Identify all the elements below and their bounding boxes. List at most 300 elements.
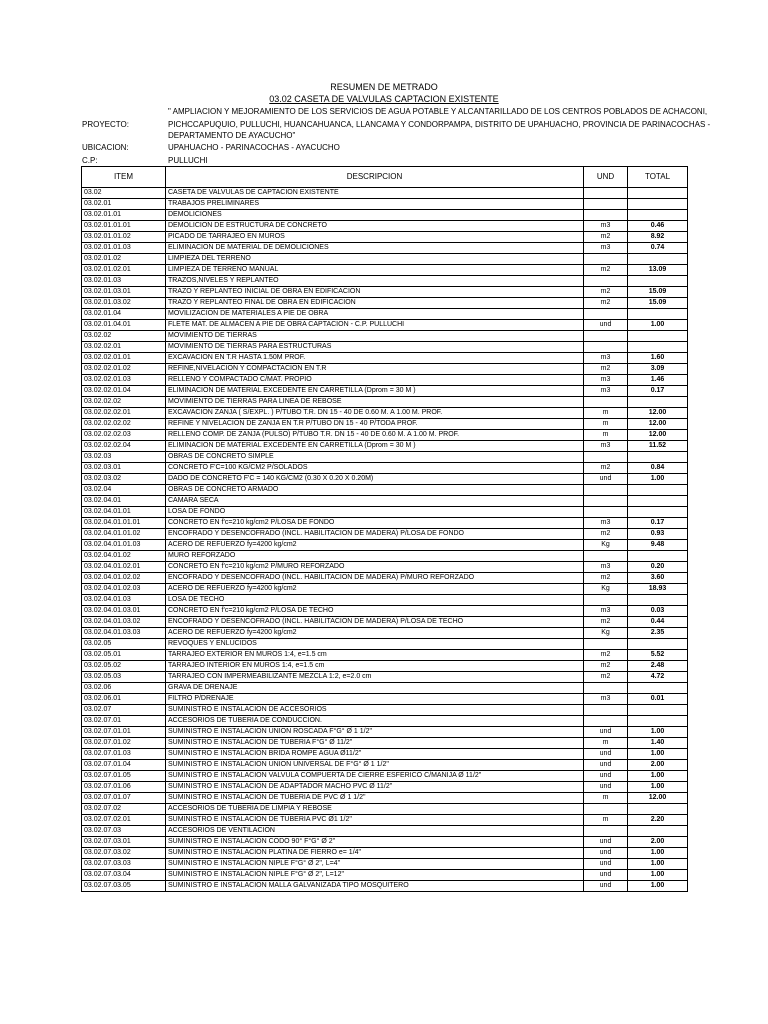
item-unit: m3 bbox=[584, 606, 628, 617]
item-description: DADO DE CONCRETO F'C = 140 KG/CM2 (0.30 X 0.20 X 0.20M) bbox=[166, 474, 584, 485]
item-description: RELLENO Y COMPACTADO C/MAT. PROPIO bbox=[166, 375, 584, 386]
item-total: 1.00 bbox=[628, 320, 688, 331]
item-unit: m2 bbox=[584, 265, 628, 276]
table-row bbox=[82, 496, 688, 507]
item-code: 03.02.04.01 bbox=[82, 496, 166, 507]
item-code: 03.02.07.01.05 bbox=[82, 771, 166, 782]
table-row bbox=[82, 507, 688, 518]
item-total: 8.92 bbox=[628, 232, 688, 243]
table-row bbox=[82, 683, 688, 694]
proyecto-line-3: DEPARTAMENTO DE AYACUCHO" bbox=[168, 131, 296, 140]
item-code: 03.02.04.01.03.01 bbox=[82, 606, 166, 617]
item-code: 03.02.01.01.01 bbox=[82, 221, 166, 232]
item-description: SUMINISTRO E INSTALACION MALLA GALVANIZADA TIPO MOSQUITERO bbox=[166, 881, 584, 892]
item-description: RELLENO COMP. DE ZANJA (PULSO) P/TUBO T.R. DN 15 - 40 DE 0.60 M. A 1.00 M. PROF. bbox=[166, 430, 584, 441]
item-unit: m2 bbox=[584, 298, 628, 309]
item-unit bbox=[584, 276, 628, 287]
table-row bbox=[82, 716, 688, 727]
table-row bbox=[82, 760, 688, 771]
item-description: SUMINISTRO E INSTALACION PLATINA DE FIERRO e= 1/4" bbox=[166, 848, 584, 859]
item-total: 2.48 bbox=[628, 661, 688, 672]
item-code: 03.02.01.01 bbox=[82, 210, 166, 221]
item-description: SUMINISTRO E INSTALACION BRIDA ROMPE AGUA Ø11/2" bbox=[166, 749, 584, 760]
item-unit: m bbox=[584, 738, 628, 749]
item-total bbox=[628, 188, 688, 199]
item-code: 03.02.02.01.03 bbox=[82, 375, 166, 386]
item-unit: m2 bbox=[584, 529, 628, 540]
item-unit bbox=[584, 397, 628, 408]
item-unit: m2 bbox=[584, 672, 628, 683]
item-total bbox=[628, 485, 688, 496]
column-header-descripcion: DESCRIPCION bbox=[166, 167, 584, 188]
item-description: LIMPIEZA DE TERRENO MANUAL bbox=[166, 265, 584, 276]
item-unit: m bbox=[584, 419, 628, 430]
item-unit: m3 bbox=[584, 386, 628, 397]
item-unit: m bbox=[584, 408, 628, 419]
table-row bbox=[82, 441, 688, 452]
table-row bbox=[82, 243, 688, 254]
item-description: EXCAVACION ZANJA ( S/EXPL. ) P/TUBO T.R. DN 15 - 40 DE 0.60 M. A 1.00 M. PROF. bbox=[166, 408, 584, 419]
item-code: 03.02.05.03 bbox=[82, 672, 166, 683]
item-unit: und bbox=[584, 749, 628, 760]
table-row bbox=[82, 342, 688, 353]
item-total: 1.00 bbox=[628, 848, 688, 859]
item-total: 1.00 bbox=[628, 782, 688, 793]
item-unit: m3 bbox=[584, 221, 628, 232]
item-total: 0.03 bbox=[628, 606, 688, 617]
item-code: 03.02.02.02 bbox=[82, 397, 166, 408]
item-total: 18.93 bbox=[628, 584, 688, 595]
cp-label: C.P: bbox=[82, 156, 98, 165]
item-unit bbox=[584, 507, 628, 518]
item-code: 03.02.07.01.06 bbox=[82, 782, 166, 793]
item-code: 03.02.07.01.02 bbox=[82, 738, 166, 749]
table-row bbox=[82, 188, 688, 199]
table-row bbox=[82, 881, 688, 892]
item-unit: m2 bbox=[584, 287, 628, 298]
item-total bbox=[628, 452, 688, 463]
item-unit: m3 bbox=[584, 562, 628, 573]
item-unit bbox=[584, 309, 628, 320]
table-row bbox=[82, 265, 688, 276]
item-code: 03.02.02.01.01 bbox=[82, 353, 166, 364]
table-row bbox=[82, 232, 688, 243]
item-code: 03.02.01.03.02 bbox=[82, 298, 166, 309]
table-row bbox=[82, 309, 688, 320]
item-total: 2.00 bbox=[628, 837, 688, 848]
table-row bbox=[82, 320, 688, 331]
item-description: LOSA DE FONDO bbox=[166, 507, 584, 518]
table-row bbox=[82, 859, 688, 870]
table-row bbox=[82, 705, 688, 716]
table-row bbox=[82, 562, 688, 573]
item-description: CONCRETO F'C=100 KG/CM2 P/SOLADOS bbox=[166, 463, 584, 474]
item-total bbox=[628, 683, 688, 694]
item-code: 03.02.04.01.01.01 bbox=[82, 518, 166, 529]
item-total: 0.17 bbox=[628, 386, 688, 397]
item-description: CONCRETO EN f'c=210 kg/cm2 P/MURO REFORZADO bbox=[166, 562, 584, 573]
item-code: 03.02.07.01 bbox=[82, 716, 166, 727]
table-row bbox=[82, 298, 688, 309]
table-header-row bbox=[82, 167, 688, 188]
item-unit: und bbox=[584, 727, 628, 738]
table-row bbox=[82, 408, 688, 419]
item-code: 03.02.06.01 bbox=[82, 694, 166, 705]
item-total: 3.60 bbox=[628, 573, 688, 584]
item-description: REVOQUES Y ENLUCIDOS bbox=[166, 639, 584, 650]
item-total: 1.00 bbox=[628, 771, 688, 782]
item-code: 03.02.02.02.01 bbox=[82, 408, 166, 419]
item-code: 03.02.07.03.04 bbox=[82, 870, 166, 881]
item-total: 4.72 bbox=[628, 672, 688, 683]
item-unit bbox=[584, 551, 628, 562]
item-code: 03.02.02.01.02 bbox=[82, 364, 166, 375]
item-code: 03.02.04.01.02.02 bbox=[82, 573, 166, 584]
item-description: ACCESORIOS DE TUBERIA DE CONDUCCION. bbox=[166, 716, 584, 727]
item-unit bbox=[584, 331, 628, 342]
item-description: TRABAJOS PRELIMINARES bbox=[166, 199, 584, 210]
item-total: 12.00 bbox=[628, 408, 688, 419]
item-code: 03.02.05.01 bbox=[82, 650, 166, 661]
item-total: 1.46 bbox=[628, 375, 688, 386]
item-code: 03.02.02.01 bbox=[82, 342, 166, 353]
item-code: 03.02.01 bbox=[82, 199, 166, 210]
item-description: ELIMINACION DE MATERIAL EXCEDENTE EN CARRETILLA (Dprom = 30 M ) bbox=[166, 386, 584, 397]
item-unit bbox=[584, 199, 628, 210]
item-code: 03.02.04.01.03.03 bbox=[82, 628, 166, 639]
item-total: 0.01 bbox=[628, 694, 688, 705]
item-code: 03.02.01.03.01 bbox=[82, 287, 166, 298]
column-header-und: UND bbox=[584, 167, 628, 188]
table-row bbox=[82, 804, 688, 815]
item-unit: und bbox=[584, 771, 628, 782]
item-total bbox=[628, 595, 688, 606]
table-row bbox=[82, 386, 688, 397]
table-row bbox=[82, 221, 688, 232]
table-row bbox=[82, 584, 688, 595]
item-total: 1.00 bbox=[628, 749, 688, 760]
item-code: 03.02.01.01.03 bbox=[82, 243, 166, 254]
table-row bbox=[82, 419, 688, 430]
table-row bbox=[82, 573, 688, 584]
item-description: DEMOLICION DE ESTRUCTURA DE CONCRETO bbox=[166, 221, 584, 232]
item-description: ENCOFRADO Y DESENCOFRADO (INCL. HABILITACION DE MADERA) P/MURO REFORZADO bbox=[166, 573, 584, 584]
item-code: 03.02.07.01.03 bbox=[82, 749, 166, 760]
item-description: REFINE,NIVELACION Y COMPACTACION EN T.R bbox=[166, 364, 584, 375]
item-unit bbox=[584, 452, 628, 463]
table-row bbox=[82, 474, 688, 485]
table-row bbox=[82, 331, 688, 342]
item-unit: m2 bbox=[584, 364, 628, 375]
item-total: 0.93 bbox=[628, 529, 688, 540]
item-unit: m bbox=[584, 815, 628, 826]
item-unit bbox=[584, 705, 628, 716]
item-description: TRAZO Y REPLANTEO FINAL DE OBRA EN EDIFICACION bbox=[166, 298, 584, 309]
item-total: 0.46 bbox=[628, 221, 688, 232]
item-description: ENCOFRADO Y DESENCOFRADO (INCL. HABILITACION DE MADERA) P/LOSA DE TECHO bbox=[166, 617, 584, 628]
item-description: FLETE MAT. DE ALMACEN A PIE DE OBRA CAPTACION - C.P. PULLUCHI bbox=[166, 320, 584, 331]
item-description: MURO REFORZADO bbox=[166, 551, 584, 562]
item-unit bbox=[584, 342, 628, 353]
item-total: 1.40 bbox=[628, 738, 688, 749]
document-title: RESUMEN DE METRADO bbox=[330, 82, 438, 92]
item-description: SUMINISTRO E INSTALACION DE ACCESORIOS bbox=[166, 705, 584, 716]
item-description: SUMINISTRO E INSTALACION VALVULA COMPUERTA DE CIERRE ESFERICO C/MANIJA Ø 11/2" bbox=[166, 771, 584, 782]
item-total: 0.84 bbox=[628, 463, 688, 474]
item-total: 1.00 bbox=[628, 727, 688, 738]
item-total: 0.17 bbox=[628, 518, 688, 529]
item-description: ELIMINACION DE MATERIAL DE DEMOLICIONES bbox=[166, 243, 584, 254]
item-total: 3.09 bbox=[628, 364, 688, 375]
item-description: TARRAJEO INTERIOR EN MUROS 1:4, e=1.5 cm bbox=[166, 661, 584, 672]
item-code: 03.02.04.01.02.03 bbox=[82, 584, 166, 595]
table-row bbox=[82, 210, 688, 221]
item-description: ACCESORIOS DE VENTILACION bbox=[166, 826, 584, 837]
item-total: 12.00 bbox=[628, 419, 688, 430]
item-unit: m2 bbox=[584, 573, 628, 584]
item-total: 5.52 bbox=[628, 650, 688, 661]
table-row bbox=[82, 639, 688, 650]
item-code: 03.02.04.01.01.03 bbox=[82, 540, 166, 551]
item-description: LIMPIEZA DEL TERRENO bbox=[166, 254, 584, 265]
item-description: ACERO DE REFUERZO fy=4200 kg/cm2 bbox=[166, 584, 584, 595]
table-row bbox=[82, 364, 688, 375]
item-unit: und bbox=[584, 760, 628, 771]
item-unit bbox=[584, 188, 628, 199]
table-row bbox=[82, 650, 688, 661]
item-description: OBRAS DE CONCRETO SIMPLE bbox=[166, 452, 584, 463]
item-code: 03.02.07.03.05 bbox=[82, 881, 166, 892]
item-code: 03.02.07.03 bbox=[82, 826, 166, 837]
item-unit: Kg bbox=[584, 540, 628, 551]
item-code: 03.02.02.02.04 bbox=[82, 441, 166, 452]
table-row bbox=[82, 771, 688, 782]
column-header-item: ITEM bbox=[82, 167, 166, 188]
item-description: LOSA DE TECHO bbox=[166, 595, 584, 606]
item-total: 12.00 bbox=[628, 793, 688, 804]
item-unit: m3 bbox=[584, 518, 628, 529]
item-description: TARRAJEO EXTERIOR EN MUROS 1:4, e=1.5 cm bbox=[166, 650, 584, 661]
document-subtitle: 03.02 CASETA DE VALVULAS CAPTACION EXISTENTE bbox=[269, 94, 499, 104]
item-total bbox=[628, 716, 688, 727]
item-unit: und bbox=[584, 859, 628, 870]
item-total: 1.00 bbox=[628, 859, 688, 870]
item-code: 03.02.05.02 bbox=[82, 661, 166, 672]
item-total bbox=[628, 705, 688, 716]
item-code: 03.02.04.01.01 bbox=[82, 507, 166, 518]
table-row bbox=[82, 452, 688, 463]
item-unit: und bbox=[584, 474, 628, 485]
item-description: SUMINISTRO E INSTALACION DE TUBERIA DE PVC Ø 1 1/2" bbox=[166, 793, 584, 804]
item-code: 03.02.01.04.01 bbox=[82, 320, 166, 331]
item-code: 03.02.04.01.03 bbox=[82, 595, 166, 606]
item-description: CASETA DE VALVULAS DE CAPTACION EXISTENTE bbox=[166, 188, 584, 199]
item-total: 15.09 bbox=[628, 298, 688, 309]
item-code: 03.02.07.01.07 bbox=[82, 793, 166, 804]
item-total bbox=[628, 804, 688, 815]
item-code: 03.02.06 bbox=[82, 683, 166, 694]
item-code: 03.02 bbox=[82, 188, 166, 199]
item-description: SUMINISTRO E INSTALACION NIPLE F°G° Ø 2", L=12" bbox=[166, 870, 584, 881]
item-description: ENCOFRADO Y DESENCOFRADO (INCL. HABILITACION DE MADERA) P/LOSA DE FONDO bbox=[166, 529, 584, 540]
table-row bbox=[82, 254, 688, 265]
item-total: 2.35 bbox=[628, 628, 688, 639]
table-row bbox=[82, 540, 688, 551]
table-row bbox=[82, 793, 688, 804]
item-code: 03.02.07.01.01 bbox=[82, 727, 166, 738]
item-code: 03.02.02.02.03 bbox=[82, 430, 166, 441]
table-row bbox=[82, 199, 688, 210]
item-unit: m3 bbox=[584, 243, 628, 254]
column-header-total: TOTAL bbox=[628, 167, 688, 188]
item-unit bbox=[584, 683, 628, 694]
item-code: 03.02.04.01.02.01 bbox=[82, 562, 166, 573]
item-description: TARRAJEO CON IMPERMEABILIZANTE MEZCLA 1:2, e=2.0 cm bbox=[166, 672, 584, 683]
item-description: CONCRETO EN f'c=210 kg/cm2 P/LOSA DE FONDO bbox=[166, 518, 584, 529]
table-row bbox=[82, 430, 688, 441]
table-row bbox=[82, 617, 688, 628]
item-description: EXCAVACION EN T.R HASTA 1.50M PROF. bbox=[166, 353, 584, 364]
item-unit: m2 bbox=[584, 463, 628, 474]
table-row bbox=[82, 529, 688, 540]
proyecto-label: PROYECTO: bbox=[82, 120, 129, 129]
item-description: MOVIMIENTO DE TIERRAS PARA LINEA DE REBOSE bbox=[166, 397, 584, 408]
item-unit: m3 bbox=[584, 441, 628, 452]
item-unit: m bbox=[584, 430, 628, 441]
item-total: 13.09 bbox=[628, 265, 688, 276]
table-row bbox=[82, 694, 688, 705]
item-total: 1.00 bbox=[628, 474, 688, 485]
item-total: 1.00 bbox=[628, 870, 688, 881]
item-total: 1.00 bbox=[628, 881, 688, 892]
item-code: 03.02.01.02.01 bbox=[82, 265, 166, 276]
item-description: TRAZO Y REPLANTEO INICIAL DE OBRA EN EDIFICACION bbox=[166, 287, 584, 298]
ubicacion-value: UPAHUACHO - PARINACOCHAS - AYACUCHO bbox=[168, 143, 340, 152]
item-total bbox=[628, 826, 688, 837]
item-code: 03.02.01.02 bbox=[82, 254, 166, 265]
item-unit: m bbox=[584, 793, 628, 804]
table-row bbox=[82, 738, 688, 749]
item-code: 03.02.03 bbox=[82, 452, 166, 463]
table-row bbox=[82, 551, 688, 562]
item-total: 0.74 bbox=[628, 243, 688, 254]
table-row bbox=[82, 815, 688, 826]
table-row bbox=[82, 287, 688, 298]
table-row bbox=[82, 276, 688, 287]
item-unit: m3 bbox=[584, 353, 628, 364]
item-unit bbox=[584, 485, 628, 496]
item-total: 0.44 bbox=[628, 617, 688, 628]
cp-value: PULLUCHI bbox=[168, 156, 208, 165]
table-body bbox=[82, 188, 688, 892]
table-row bbox=[82, 826, 688, 837]
table-row bbox=[82, 661, 688, 672]
table-row bbox=[82, 749, 688, 760]
table-row bbox=[82, 628, 688, 639]
item-code: 03.02.02 bbox=[82, 331, 166, 342]
item-unit: und bbox=[584, 320, 628, 331]
item-total: 0.20 bbox=[628, 562, 688, 573]
item-unit bbox=[584, 254, 628, 265]
item-code: 03.02.03.01 bbox=[82, 463, 166, 474]
item-code: 03.02.07.02 bbox=[82, 804, 166, 815]
table-row bbox=[82, 606, 688, 617]
item-unit bbox=[584, 210, 628, 221]
table-row bbox=[82, 518, 688, 529]
table-row bbox=[82, 727, 688, 738]
item-unit bbox=[584, 826, 628, 837]
item-description: MOVIMIENTO DE TIERRAS PARA ESTRUCTURAS bbox=[166, 342, 584, 353]
item-description: SUMINISTRO E INSTALACION DE TUBERIA F°G° Ø 11/2" bbox=[166, 738, 584, 749]
item-code: 03.02.01.03 bbox=[82, 276, 166, 287]
table-row bbox=[82, 485, 688, 496]
item-code: 03.02.05 bbox=[82, 639, 166, 650]
item-description: SUMINISTRO E INSTALACION NIPLE F°G° Ø 2", L=4" bbox=[166, 859, 584, 870]
ubicacion-label: UBICACION: bbox=[82, 143, 129, 152]
item-description: SUMINISTRO E INSTALACION DE TUBERIA PVC Ø1 1/2" bbox=[166, 815, 584, 826]
item-unit: und bbox=[584, 870, 628, 881]
item-total bbox=[628, 342, 688, 353]
item-unit: Kg bbox=[584, 584, 628, 595]
table-row bbox=[82, 848, 688, 859]
metrado-table bbox=[81, 166, 688, 892]
item-unit: m3 bbox=[584, 694, 628, 705]
item-total: 11.52 bbox=[628, 441, 688, 452]
item-code: 03.02.07.03.01 bbox=[82, 837, 166, 848]
item-description: PICADO DE TARRAJEO EN MUROS bbox=[166, 232, 584, 243]
item-unit: und bbox=[584, 881, 628, 892]
item-total bbox=[628, 210, 688, 221]
item-total bbox=[628, 496, 688, 507]
item-unit bbox=[584, 496, 628, 507]
item-unit: m2 bbox=[584, 232, 628, 243]
item-description: MOVIMIENTO DE TIERRAS bbox=[166, 331, 584, 342]
item-unit bbox=[584, 804, 628, 815]
item-code: 03.02.01.01.02 bbox=[82, 232, 166, 243]
item-description: SUMINISTRO E INSTALACION UNION UNIVERSAL DE F°G° Ø 1 1/2" bbox=[166, 760, 584, 771]
item-total bbox=[628, 309, 688, 320]
item-description: CONCRETO EN f'c=210 kg/cm2 P/LOSA DE TECHO bbox=[166, 606, 584, 617]
item-total: 2.00 bbox=[628, 760, 688, 771]
item-unit bbox=[584, 595, 628, 606]
item-code: 03.02.01.04 bbox=[82, 309, 166, 320]
table-row bbox=[82, 353, 688, 364]
item-description: OBRAS DE CONCRETO ARMADO bbox=[166, 485, 584, 496]
item-description: MOVILIZACION DE MATERIALES A PIE DE OBRA bbox=[166, 309, 584, 320]
item-description: ELIMINACION DE MATERIAL EXCEDENTE EN CARRETILLA (Dprom = 30 M ) bbox=[166, 441, 584, 452]
table-row bbox=[82, 837, 688, 848]
item-unit bbox=[584, 639, 628, 650]
item-total bbox=[628, 507, 688, 518]
item-description: ACCESORIOS DE TUBERIA DE LIMPIA Y REBOSE bbox=[166, 804, 584, 815]
item-description: GRAVA DE DRENAJE bbox=[166, 683, 584, 694]
item-description: SUMINISTRO E INSTALACION CODO 90° F°G° Ø 2" bbox=[166, 837, 584, 848]
item-description: FILTRO P/DRENAJE bbox=[166, 694, 584, 705]
table-row bbox=[82, 595, 688, 606]
table-row bbox=[82, 375, 688, 386]
item-total bbox=[628, 551, 688, 562]
item-total: 15.09 bbox=[628, 287, 688, 298]
item-code: 03.02.07 bbox=[82, 705, 166, 716]
item-unit: m2 bbox=[584, 650, 628, 661]
item-description: TRAZOS,NIVELES Y REPLANTEO bbox=[166, 276, 584, 287]
item-total: 1.60 bbox=[628, 353, 688, 364]
table-row bbox=[82, 672, 688, 683]
table-row bbox=[82, 782, 688, 793]
item-total: 2.20 bbox=[628, 815, 688, 826]
proyecto-line-1: " AMPLIACION Y MEJORAMIENTO DE LOS SERVICIOS DE AGUA POTABLE Y ALCANTARILLADO DE LOS CENTROS POBLADOS DE ACHACONI, bbox=[168, 107, 708, 116]
item-unit bbox=[584, 716, 628, 727]
